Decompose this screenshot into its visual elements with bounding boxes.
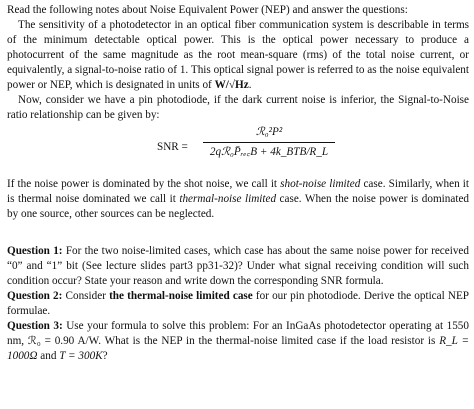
question-3 [7,319,469,364]
snr-denominator: 2qℛ₀P̄ᵣₑ꜀B + 4k_BTB/R_L [209,146,329,158]
snr-equation-lhs: SNR = [157,141,188,153]
paragraph-nep-definition [7,18,469,93]
question-3-and: and [37,350,60,362]
question-2-text-end: for our pin photodiode. Derive the optical NEP formulae. [7,290,470,317]
question-3-load-resistor: R_L = 1000Ω [7,335,470,362]
paragraph-pin-photodiode: Now, consider we have a pin photodiode, if the dark current noise is inferior, the Signal-to-Noise ratio relationship can be given by: [7,94,469,121]
document-page [7,3,469,364]
question-3-end: ? [102,350,108,362]
question-1 [7,244,469,289]
snr-numerator: ℛ₀²P² [255,126,283,138]
term-shot-noise-limited: shot-noise limited [280,178,361,190]
nep-unit: W/√Hz [214,79,249,91]
question-3-text: Use your formula to solve this problem: For an InGaAs photodetector operating at 1550 nm, ℛ₀ = 0.90 A/W. What is the NEP in the thermal-noise limited case if the load resistor is [7,320,469,347]
noise-limits-part1: If the noise power is dominated by the shot noise, we call it [7,178,281,190]
question-3-label: Question 3: [7,320,63,332]
noise-limits-part3: case. When the noise power is dominated by one source, other sources can be neglected. [7,193,470,220]
snr-equation [7,125,469,173]
snr-fraction [203,125,335,160]
fraction-bar [203,142,335,143]
paragraph-noise-limits [7,177,469,222]
question-2-bold-text: the thermal-noise limited case [109,290,253,302]
section-spacer [7,222,469,244]
question-3-temperature: T = 300K [59,350,103,362]
question-2-label: Question 2: [7,290,63,302]
term-thermal-noise-limited: thermal-noise limited [179,193,277,205]
question-2-text: Consider [62,290,110,302]
nep-definition-text: The sensitivity of a photodetector in an optical fiber communication system is describable in terms of the minimum detectable optical power. This is the optical power necessary to produce a photocurrent of the same magnitude as the root mean-square (rms) of the total noise current, or equivalently, a signal-to-noise ratio of 1. This optical signal power is referred to as the noise equivalent power or NEP, which is designated in units of [7,19,469,91]
question-1-text: For the two noise-limited cases, which case has about the same noise power for received “0” and “1” bit (See lecture slides part3 pp31-32)? Under what signal receiving condition will such condition occur? State your reason and write down the corresponding SNR formula. [7,245,469,287]
intro-text: Read the following notes about Noise Equivalent Power (NEP) and answer the questions: [7,4,408,16]
question-1-label: Question 1: [7,245,63,257]
nep-definition-end: . [248,79,252,91]
question-2 [7,289,469,319]
noise-limits-part2: case. Similarly, when it is thermal noise dominated we call it [7,178,469,205]
